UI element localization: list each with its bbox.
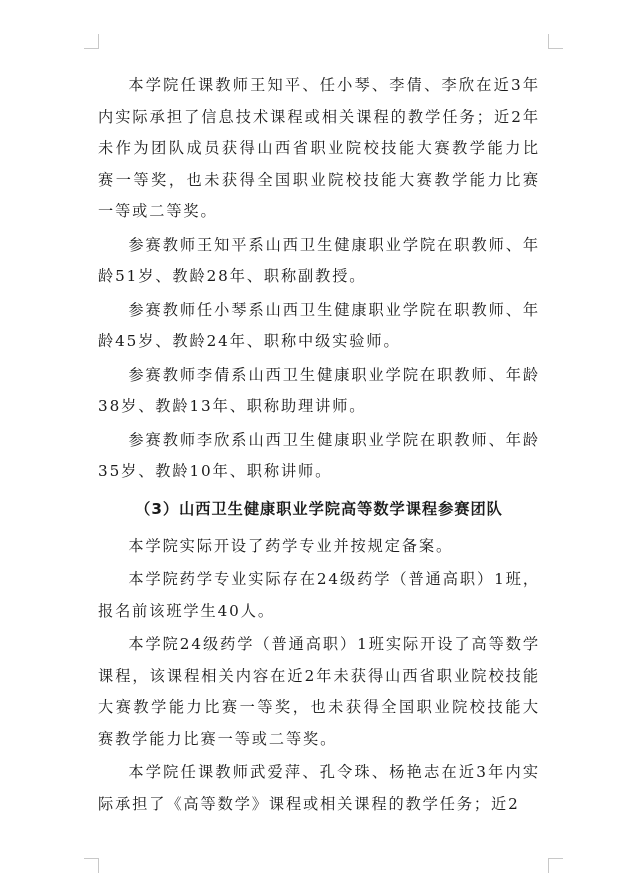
paragraph-pharmacy-class: 本学院药学专业实际存在24级药学（普通高职）1班，报名前该班学生40人。 [98,570,540,620]
paragraph-teacher-lixin: 参赛教师李欣系山西卫生健康职业学院在职教师、年龄35岁、教龄10年、职称讲师。 [98,430,540,480]
paragraph-teacher-ren: 参赛教师任小琴系山西卫生健康职业学院在职教师、年龄45岁、教龄24年、职称中级实验师。 [98,300,540,350]
paragraph-math-teachers: 本学院任课教师武爱萍、孔令珠、杨艳志在近3年内实际承担了《高等数学》课程或相关课程的教学任务；近2 [98,763,540,813]
crop-mark-bottom-right [548,858,563,873]
paragraph-teachers-it: 本学院任课教师王知平、任小琴、李倩、李欣在近3年内实际承担了信息技术课程或相关课程的教学任务；近2年未作为团队成员获得山西省职业院校技能大赛教学能力比赛一等奖，也未获得全国职业院校技能大赛教学能力比赛一等或二等奖。 [98,76,540,220]
paragraph-pharmacy-major: 本学院实际开设了药学专业并按规定备案。 [128,536,454,555]
document-body [98,70,540,822]
crop-mark-top-left [84,34,99,49]
crop-mark-bottom-left [84,858,99,873]
section-heading-math-team: （3）山西卫生健康职业学院高等数学课程参赛团队 [135,499,503,518]
paragraph-teacher-wang: 参赛教师王知平系山西卫生健康职业学院在职教师、年龄51岁、教龄28年、职称副教授。 [98,235,540,285]
crop-mark-top-right [548,34,563,49]
paragraph-teacher-liqian: 参赛教师李倩系山西卫生健康职业学院在职教师、年龄38岁、教龄13年、职称助理讲师。 [98,365,540,415]
paragraph-math-course: 本学院24级药学（普通高职）1班实际开设了高等数学课程，该课程相关内容在近2年未获得山西省职业院校技能大赛教学能力比赛一等奖，也未获得全国职业院校技能大赛教学能力比赛一等或二等奖。 [98,635,540,748]
